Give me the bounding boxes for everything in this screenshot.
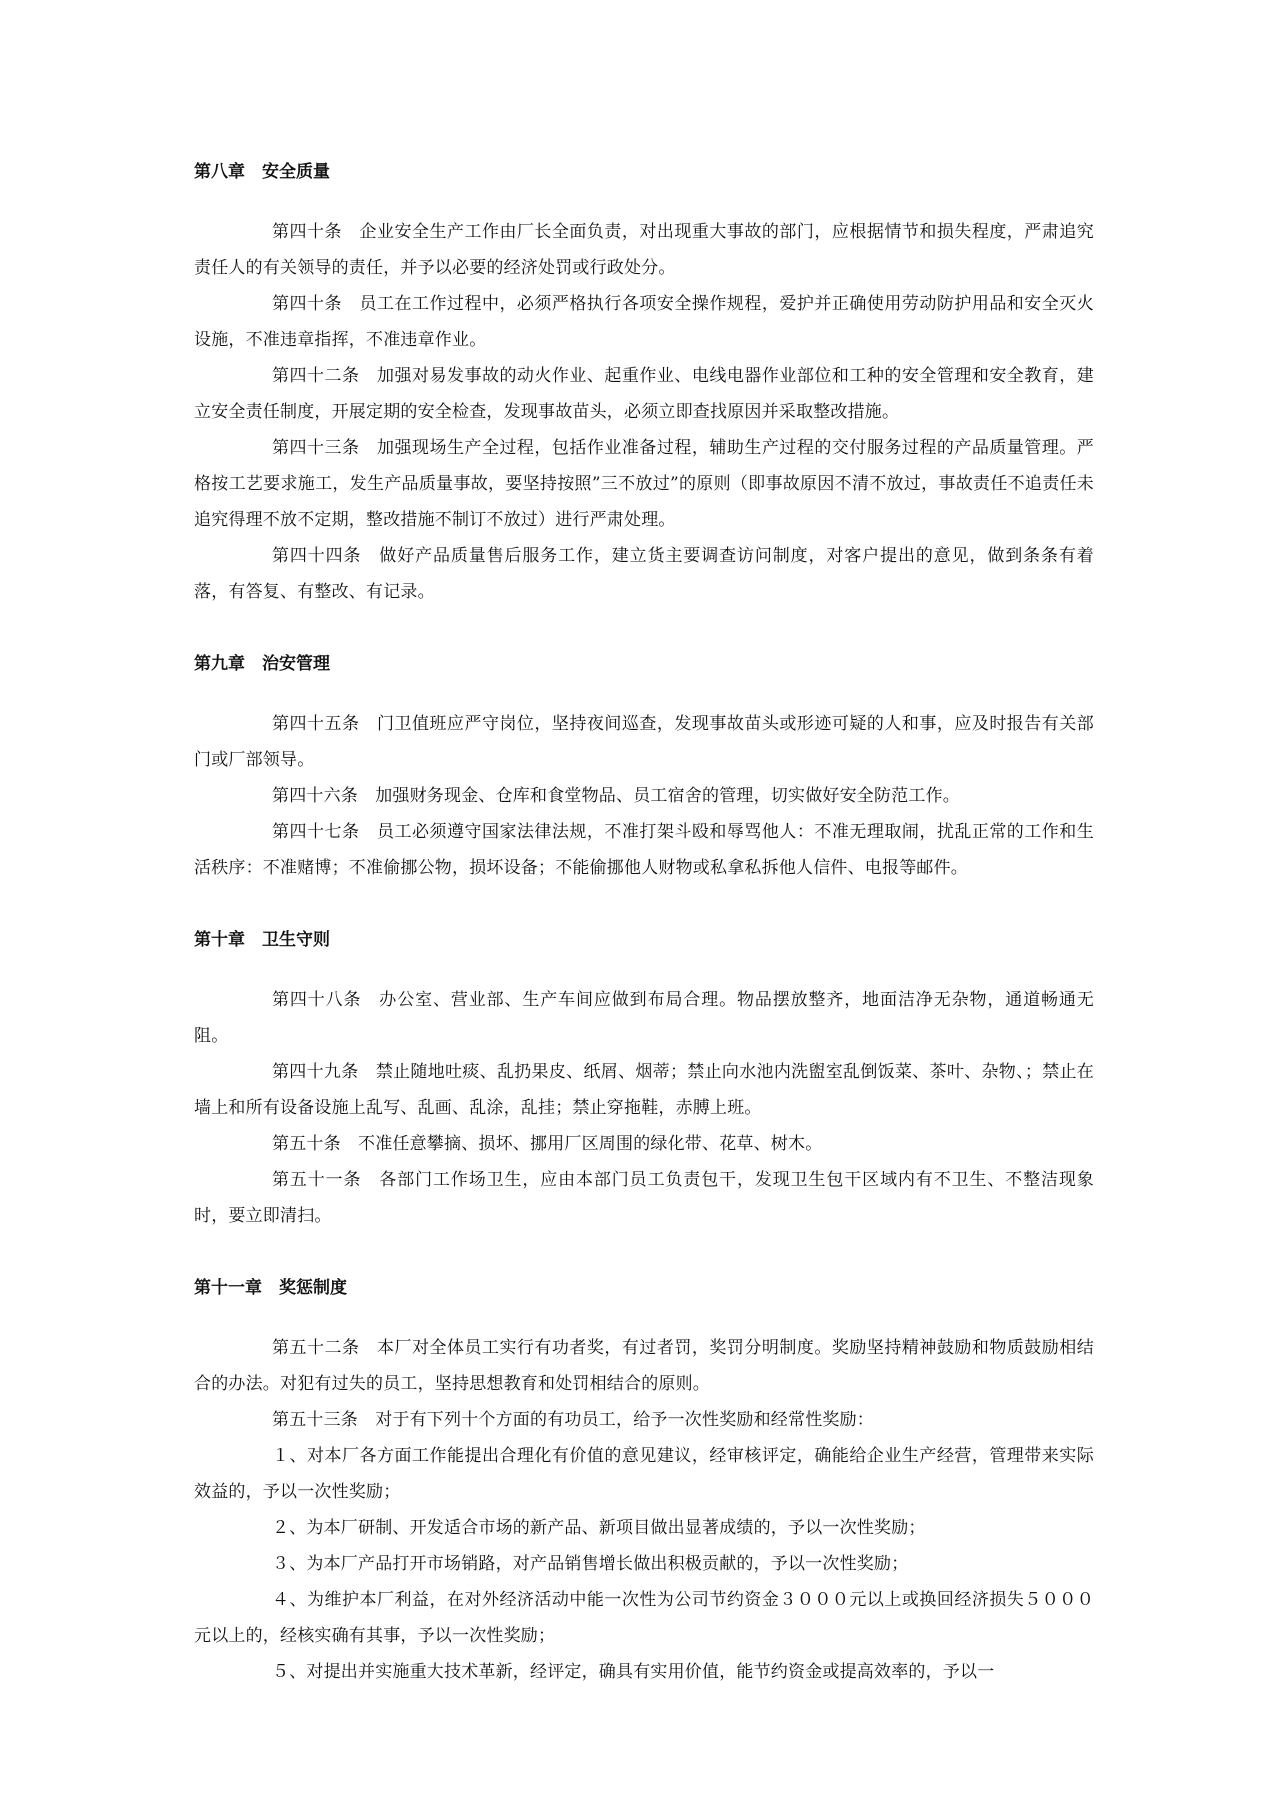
chapter-10 (194, 926, 1094, 1234)
article-paragraph: 第四十四条 做好产品质量售后服务工作，建立货主要调查访问制度，对客户提出的意见，做到条条有着落，有答复、有整改、有记录。 (194, 546, 1094, 602)
chapter-9 (194, 650, 1094, 886)
article-paragraph: 第四十六条 加强财务现金、仓库和食堂物品、员工宿舍的管理，切实做好安全防范工作。 (272, 786, 960, 806)
list-item: ３、为本厂产品打开市场销路，对产品销售增长做出积极贡献的，予以一次性奖励； (272, 1554, 909, 1574)
chapter-8 (194, 158, 1094, 610)
list-item: ２、为本厂研制、开发适合市场的新产品、新项目做出显著成绩的，予以一次性奖励； (272, 1518, 926, 1538)
article-paragraph: 第四十三条 加强现场生产全过程，包括作业准备过程，辅助生产过程的交付服务过程的产品质量管理。严格按工艺要求施工，发生产品质量事故，要坚持按照”三不放过”的原则（即事故原因不清不放过，事故责任不追责任未追究得理不放不定期，整改措施不制订不放过）进行严肃处理。 (194, 438, 1094, 530)
article-paragraph: 第四十五条 门卫值班应严守岗位，坚持夜间巡查，发现事故苗头或形迹可疑的人和事，应及时报告有关部门或厂部领导。 (194, 714, 1094, 770)
article-paragraph: 第四十八条 办公室、营业部、生产车间应做到布局合理。物品摆放整齐，地面洁净无杂物，通道畅通无阻。 (194, 990, 1094, 1046)
article-paragraph: 第四十条 企业安全生产工作由厂长全面负责，对出现重大事故的部门，应根据情节和损失程度，严肃追究责任人的有关领导的责任，并予以必要的经济处罚或行政处分。 (194, 222, 1094, 278)
list-item: ４、为维护本厂利益，在对外经济活动中能一次性为公司节约资金３０００元以上或换回经济损失５０００元以上的，经核实确有其事，予以一次性奖励； (194, 1590, 1094, 1646)
article-paragraph: 第五十三条 对于有下列十个方面的有功员工，给予一次性奖励和经常性奖励： (272, 1410, 874, 1430)
list-item: ５、对提出并实施重大技术革新，经评定，确具有实用价值，能节约资金或提高效率的，予以一 (272, 1662, 995, 1682)
list-item: １、对本厂各方面工作能提出合理化有价值的意见建议，经审核评定，确能给企业生产经营，管理带来实际效益的，予以一次性奖励； (194, 1446, 1094, 1502)
chapter-title: 第十一章 奖惩制度 (194, 1278, 347, 1298)
chapter-title: 第十章 卫生守则 (194, 930, 330, 950)
chapter-11 (194, 1274, 1094, 1690)
article-paragraph: 第五十二条 本厂对全体员工实行有功者奖，有过者罚，奖罚分明制度。奖励坚持精神鼓励和物质鼓励相结合的办法。对犯有过失的员工，坚持思想教育和处罚相结合的原则。 (194, 1338, 1094, 1394)
document-page (194, 150, 1094, 1690)
article-paragraph: 第五十条 不准任意攀摘、损坏、挪用厂区周围的绿化带、花草、树木。 (272, 1134, 823, 1154)
article-paragraph: 第四十九条 禁止随地吐痰、乱扔果皮、纸屑、烟蒂；禁止向水池内洗盥室乱倒饭菜、茶叶、杂物、；禁止在墙上和所有设备设施上乱写、乱画、乱涂，乱挂；禁止穿拖鞋，赤膊上班。 (194, 1062, 1094, 1118)
chapter-title: 第八章 安全质量 (194, 162, 330, 182)
article-paragraph: 第四十二条 加强对易发事故的动火作业、起重作业、电线电器作业部位和工种的安全管理和安全教育，建立安全责任制度，开展定期的安全检查，发现事故苗头，必须立即查找原因并采取整改措施。 (194, 366, 1094, 422)
article-paragraph: 第四十条 员工在工作过程中，必须严格执行各项安全操作规程，爱护并正确使用劳动防护用品和安全灭火设施，不准违章指挥，不准违章作业。 (194, 294, 1094, 350)
article-paragraph: 第五十一条 各部门工作场卫生，应由本部门员工负责包干，发现卫生包干区域内有不卫生、不整洁现象时，要立即清扫。 (194, 1170, 1094, 1226)
article-paragraph: 第四十七条 员工必须遵守国家法律法规，不准打架斗殴和辱骂他人：不准无理取闹，扰乱正常的工作和生活秩序：不准赌博；不准偷挪公物，损坏设备；不能偷挪他人财物或私拿私拆他人信件、电报等邮件。 (194, 822, 1094, 878)
chapter-title: 第九章 治安管理 (194, 654, 330, 674)
